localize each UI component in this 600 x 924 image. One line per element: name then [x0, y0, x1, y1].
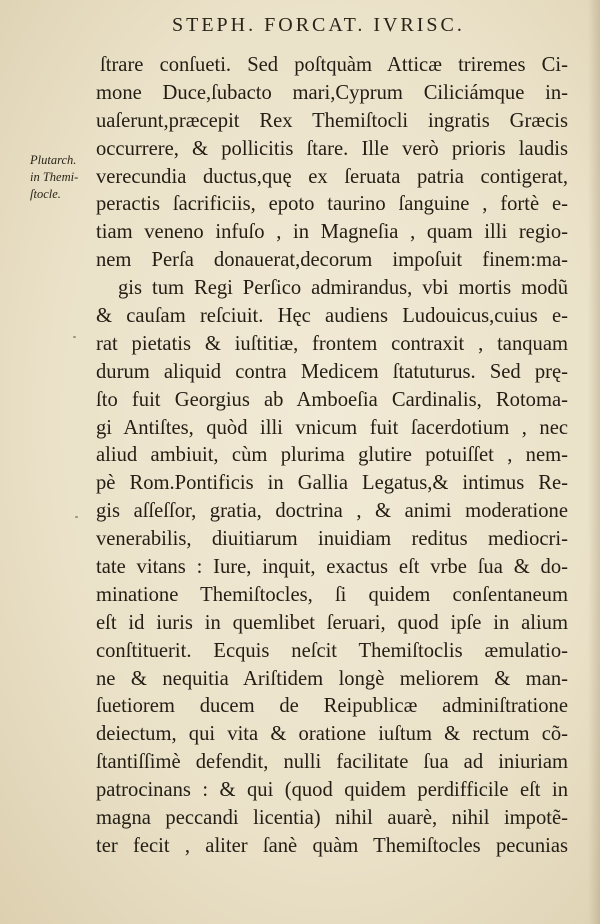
marginal-note-line: in Themi- — [30, 170, 79, 184]
text-line: aliud ambiuit, cùm plurima glutire potuiſſet , nem- — [96, 444, 568, 467]
text-line: eſt id iuris in quemlibet ſeruari, quod ipſe in alium — [96, 611, 568, 634]
text-line: ſtrare conſueti. Sed poſtquàm Atticæ triremes Ci- — [100, 54, 568, 76]
page-edge-shadow — [588, 0, 600, 924]
text-line: gi Antiſtes, quòd illi vnicum fuit ſacerdotium , nec — [96, 416, 568, 439]
paper-speck — [73, 336, 76, 338]
text-line: ne & nequitia Ariſtidem longè meliorem & man- — [96, 667, 568, 690]
text-line: peractis ſacrificiis, epoto taurino ſanguine , fortè e- — [96, 193, 568, 216]
text-line: rat pietatis & iuſtitiæ, frontem contraxit , tanquam — [96, 332, 568, 355]
text-line: & cauſam reſciuit. Hęc audiens Ludouicus,cuius e- — [96, 305, 568, 328]
marginal-note-line: ſtocle. — [30, 187, 61, 201]
text-line: ter fecit , aliter ſanè quàm Themiſtocles pecunias — [96, 834, 568, 857]
text-line: ſuetiorem ducem de Reipublicæ adminiſtratione — [96, 695, 568, 718]
text-line: durum aliquid contra Medicem ſtatuturus. Sed prę- — [96, 360, 568, 383]
body-text — [96, 52, 568, 861]
text-line: pè Rom.Pontificis in Gallia Legatus,& intimus Re- — [96, 472, 568, 495]
text-line: verecundia ductus,quę ex ſeruata patria contigerat, — [96, 165, 568, 188]
text-line: uaſerunt,præcepit Rex Themiſtocli ingratis Græcis — [96, 109, 568, 132]
text-line: ſto fuit Georgius ab Amboeſia Cardinalis, Rotoma- — [96, 388, 568, 411]
text-line: patrocinans : & qui (quod quidem perdifficile eſt in — [96, 779, 568, 802]
text-line: minatione Themiſtocles, ſi quidem conſentaneum — [96, 583, 568, 606]
text-line: magna peccandi licentia) nihil auarè, nihil impotẽ- — [96, 807, 568, 830]
running-head: STEPH. FORCAT. IVRISC. — [172, 14, 465, 36]
text-line: tate vitans : Iure, inquit, exactus eſt vrbe ſua & do- — [96, 556, 568, 579]
marginal-note — [30, 152, 96, 203]
text-line: conſtituerit. Ecquis neſcit Themiſtoclis æmulatio- — [96, 639, 568, 662]
paper-speck — [75, 516, 78, 518]
marginal-note-line: Plutarch. — [30, 153, 77, 167]
text-line: occurrere, & pollicitis ſtare. Ille verò prioris laudis — [96, 137, 568, 160]
text-line: gis tum Regi Perſico admirandus, vbi mortis modũ — [118, 277, 568, 300]
text-line: venerabilis, diuitiarum inuidiam reditus mediocri- — [96, 528, 568, 551]
text-line: gis aſſeſſor, gratia, doctrina , & animi moderatione — [96, 500, 568, 523]
text-line: deiectum, qui vita & oratione iuſtum & rectum cõ- — [96, 723, 568, 746]
text-line: nem Perſa donauerat,decorum impoſuit finem:ma- — [96, 249, 568, 272]
text-line: ſtantiſſimè defendit, nulli facilitate ſua ad iniuriam — [96, 751, 568, 774]
text-line: tiam veneno infuſo , in Magneſia , quam illi regio- — [96, 221, 568, 244]
text-line: mone Duce,ſubacto mari,Cyprum Ciliciámque in- — [96, 81, 568, 104]
